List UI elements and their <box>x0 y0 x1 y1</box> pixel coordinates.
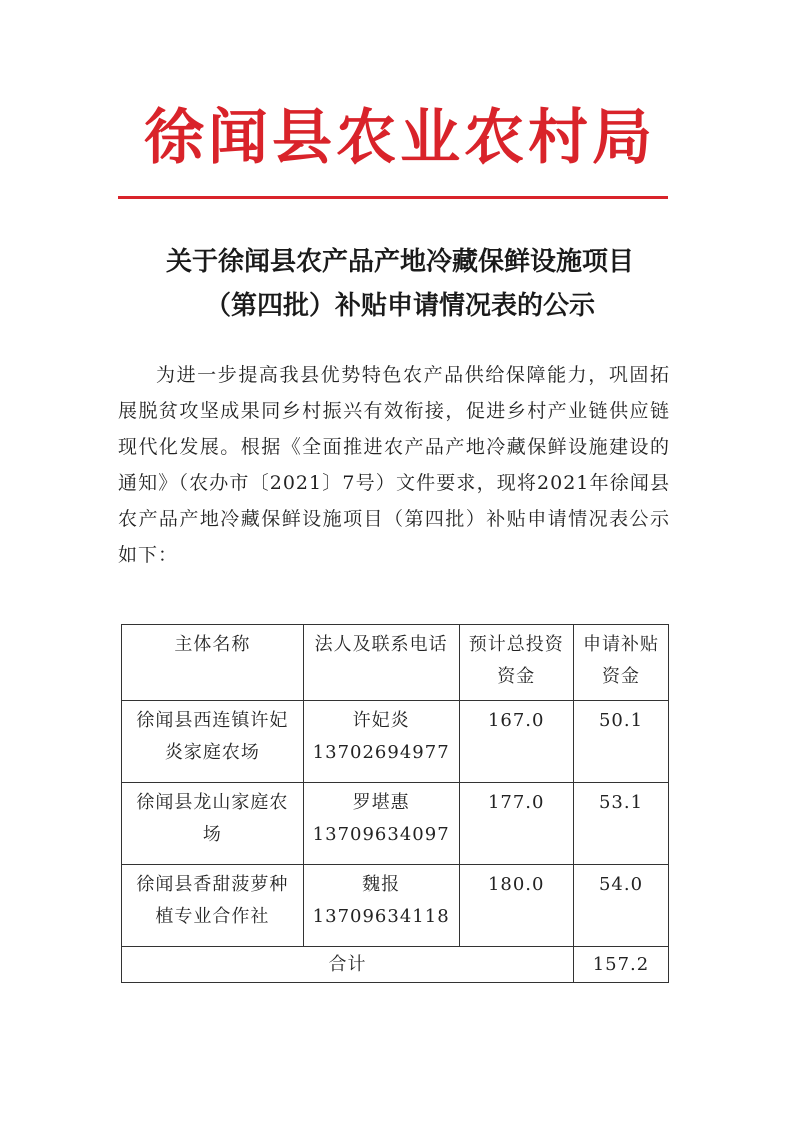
cell-invest: 177.0 <box>459 783 573 865</box>
total-value: 157.2 <box>573 947 668 983</box>
letterhead-divider <box>118 196 668 199</box>
agency-letterhead: 徐闻县农业农村局 <box>144 103 656 173</box>
document-title <box>100 240 700 328</box>
cell-legal <box>303 701 459 783</box>
cell-invest: 180.0 <box>459 865 573 947</box>
table-row <box>122 701 669 783</box>
table-row <box>122 865 669 947</box>
cell-name: 徐闻县香甜菠萝种植专业合作社 <box>122 865 304 947</box>
body-paragraph: 为进一步提高我县优势特色农产品供给保障能力，巩固拓展脱贫攻坚成果同乡村振兴有效衔接，促进乡村产业链供应链现代化发展。根据《全面推进农产品产地冷藏保鲜设施建设的通知》（农办市〔2021〕7号）文件要求，现将2021年徐闻县农产品产地冷藏保鲜设施项目（第四批）补贴申请情况表公示如下： <box>118 364 670 566</box>
cell-subsidy: 50.1 <box>573 701 668 783</box>
table-row <box>122 783 669 865</box>
header-invest: 预计总投资资金 <box>459 625 573 701</box>
table-header-row <box>122 625 669 701</box>
cell-name: 徐闻县龙山家庭农场 <box>122 783 304 865</box>
subsidy-table <box>121 624 669 983</box>
header-legal: 法人及联系电话 <box>303 625 459 701</box>
cell-phone: 13709634118 <box>312 906 450 927</box>
header-subsidy: 申请补贴资金 <box>573 625 668 701</box>
title-line-2: （第四批）补贴申请情况表的公示 <box>204 291 595 321</box>
cell-legal <box>303 783 459 865</box>
cell-legal <box>303 865 459 947</box>
cell-person: 许妃炎 <box>352 710 410 731</box>
table-total-row <box>122 947 669 983</box>
cell-invest: 167.0 <box>459 701 573 783</box>
header-name: 主体名称 <box>122 625 304 701</box>
cell-name: 徐闻县西连镇许妃炎家庭农场 <box>122 701 304 783</box>
title-line-1: 关于徐闻县农产品产地冷藏保鲜设施项目 <box>165 247 634 277</box>
cell-person: 魏报 <box>362 874 401 895</box>
cell-phone: 13702694977 <box>312 742 450 763</box>
cell-subsidy: 53.1 <box>573 783 668 865</box>
total-label: 合计 <box>122 947 574 983</box>
cell-phone: 13709634097 <box>312 824 450 845</box>
cell-subsidy: 54.0 <box>573 865 668 947</box>
cell-person: 罗堪惠 <box>352 792 410 813</box>
